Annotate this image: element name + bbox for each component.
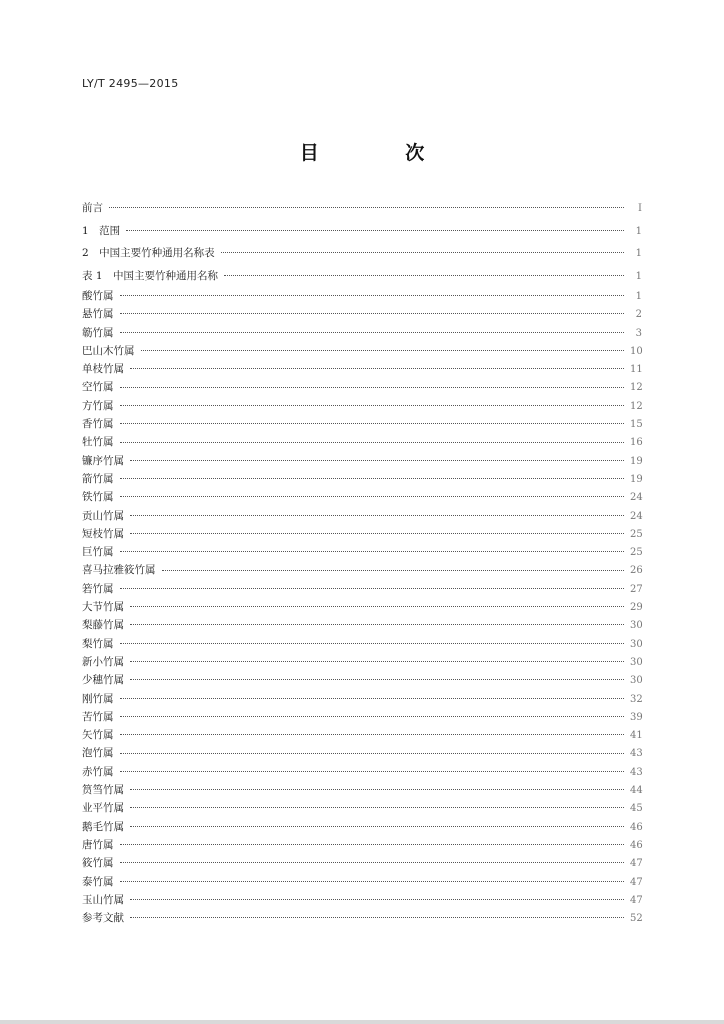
toc-entry[interactable] <box>82 543 642 561</box>
toc-entry[interactable] <box>82 242 642 265</box>
toc-entry-label: 贡山竹属 <box>82 509 124 522</box>
toc-entry-label: 新小竹属 <box>82 655 124 668</box>
toc-entry[interactable] <box>82 653 642 671</box>
toc-entry-label: 刚竹属 <box>82 692 114 705</box>
toc-entry[interactable] <box>82 708 642 726</box>
toc-entry-page-number: 29 <box>630 602 643 614</box>
toc-entry[interactable] <box>82 452 642 470</box>
toc-dot-leader <box>162 569 625 571</box>
toc-entry-label: 2 中国主要竹种通用名称表 <box>82 247 215 259</box>
toc-entry[interactable] <box>82 360 642 378</box>
toc-entry[interactable] <box>82 507 642 525</box>
toc-entry-page-number: 3 <box>635 327 642 339</box>
toc-dot-leader <box>130 806 624 808</box>
toc-dot-leader <box>130 532 624 534</box>
toc-entry-page-number: 46 <box>630 839 643 851</box>
toc-entry[interactable] <box>82 818 642 836</box>
toc-dot-leader <box>130 514 624 516</box>
toc-dot-leader <box>120 312 625 314</box>
toc-entry[interactable] <box>82 561 642 579</box>
toc-entry-label: 香竹属 <box>82 418 114 431</box>
toc-entry-label: 方竹属 <box>82 399 114 412</box>
toc-entry-page-number: 39 <box>630 711 643 723</box>
toc-dot-leader <box>120 715 625 717</box>
toc-entry-label: 筼筜竹属 <box>82 784 124 797</box>
toc-dot-leader <box>130 678 624 680</box>
page-bottom-edge <box>0 1020 724 1024</box>
toc-entry-label: 泡竹属 <box>82 747 114 760</box>
toc-entry[interactable] <box>82 781 642 799</box>
toc-entry-page-number: 12 <box>630 382 643 394</box>
toc-dot-leader <box>120 587 625 589</box>
table-of-contents <box>82 197 642 927</box>
toc-entry-page-number: 45 <box>630 803 643 815</box>
toc-entry[interactable] <box>82 891 642 909</box>
toc-entry-label: 镰序竹属 <box>82 454 124 467</box>
toc-entry-page-number: 19 <box>630 455 643 467</box>
toc-entry-label: 酸竹属 <box>82 290 114 302</box>
toc-entry-label: 大节竹属 <box>82 601 124 614</box>
toc-dot-leader <box>120 642 625 644</box>
toc-entry-label: 巴山木竹属 <box>82 344 135 357</box>
toc-entry-label: 苦竹属 <box>82 710 114 723</box>
toc-entry[interactable] <box>82 265 642 288</box>
toc-entry[interactable] <box>82 378 642 396</box>
page-title: 目 次 <box>299 142 465 164</box>
toc-dot-leader <box>120 550 625 552</box>
toc-dot-leader <box>120 880 625 882</box>
toc-entry-page-number: 2 <box>635 309 642 321</box>
toc-entry-page-number: 30 <box>630 638 643 650</box>
toc-dot-leader <box>130 605 624 607</box>
toc-entry-label: 箬竹属 <box>82 582 114 595</box>
toc-entry[interactable] <box>82 854 642 872</box>
toc-entry-page-number: 24 <box>630 492 643 504</box>
toc-entry[interactable] <box>82 580 642 598</box>
toc-entry-page-number: 1 <box>635 225 642 237</box>
toc-dot-leader <box>120 294 625 296</box>
toc-entry-page-number: 10 <box>630 345 643 357</box>
toc-entry-label: 短枝竹属 <box>82 527 124 540</box>
toc-entry-page-number: 26 <box>630 565 643 577</box>
toc-entry[interactable] <box>82 525 642 543</box>
toc-entry-page-number: 24 <box>630 510 643 522</box>
toc-entry-page-number: 1 <box>635 291 642 302</box>
toc-entry-page-number: 43 <box>630 766 643 778</box>
toc-entry-page-number: 11 <box>630 364 643 376</box>
toc-entry[interactable] <box>82 690 642 708</box>
toc-entry-page-number: 19 <box>630 473 643 485</box>
toc-dot-leader <box>130 660 624 662</box>
toc-entry[interactable] <box>82 635 642 653</box>
toc-dot-leader <box>120 386 625 388</box>
toc-entry[interactable] <box>82 197 642 220</box>
toc-dot-leader <box>126 229 624 231</box>
toc-entry-label: 筱竹属 <box>82 857 114 870</box>
toc-dot-leader <box>120 441 625 443</box>
toc-dot-leader <box>130 788 624 790</box>
toc-entry[interactable] <box>82 305 642 323</box>
toc-entry-label: 铁竹属 <box>82 491 114 504</box>
toc-entry[interactable] <box>82 763 642 781</box>
toc-entry[interactable] <box>82 909 642 927</box>
toc-entry[interactable] <box>82 873 642 891</box>
toc-entry-label: 泰竹属 <box>82 875 114 888</box>
toc-dot-leader <box>221 251 624 253</box>
toc-dot-leader <box>130 367 624 369</box>
toc-entry-page-number: 25 <box>630 547 643 559</box>
toc-entry-page-number: 12 <box>630 400 643 412</box>
toc-entry[interactable] <box>82 470 642 488</box>
toc-dot-leader <box>120 861 625 863</box>
toc-entry-page-number: 25 <box>630 528 643 540</box>
toc-entry-page-number: 30 <box>630 675 643 687</box>
toc-entry-label: 赤竹属 <box>82 765 114 778</box>
toc-entry[interactable] <box>82 799 642 817</box>
toc-dot-leader <box>120 331 625 333</box>
toc-entry[interactable] <box>82 836 642 854</box>
toc-dot-leader <box>130 916 624 918</box>
toc-entry-label: 唐竹属 <box>82 838 114 851</box>
toc-dot-leader <box>120 477 625 479</box>
toc-dot-leader <box>120 770 625 772</box>
toc-entry-page-number: 47 <box>630 894 643 906</box>
toc-entry[interactable] <box>82 415 642 433</box>
toc-dot-leader <box>120 752 625 754</box>
toc-entry-page-number: 46 <box>630 821 643 833</box>
toc-dot-leader <box>120 404 625 406</box>
toc-entry-label: 梨竹属 <box>82 637 114 650</box>
toc-entry[interactable] <box>82 220 642 243</box>
standard-code: LY/T 2495—2015 <box>82 77 179 90</box>
toc-entry-label: 矢竹属 <box>82 729 114 742</box>
toc-entry-label: 少穗竹属 <box>82 674 124 687</box>
toc-entry-page-number: 1 <box>635 248 642 259</box>
toc-entry[interactable] <box>82 324 642 342</box>
toc-dot-leader <box>141 349 625 351</box>
toc-dot-leader <box>130 898 624 900</box>
toc-entry[interactable] <box>82 342 642 360</box>
toc-entry-label: 巨竹属 <box>82 546 114 559</box>
toc-entry-page-number: 30 <box>630 620 643 632</box>
toc-entry-page-number: 52 <box>630 913 643 925</box>
toc-entry-label: 悬竹属 <box>82 308 114 321</box>
toc-entry-label: 业平竹属 <box>82 802 124 815</box>
toc-entry-label: 鹅毛竹属 <box>82 820 124 833</box>
toc-entry[interactable] <box>82 744 642 762</box>
toc-entry-label: 梨藤竹属 <box>82 619 124 632</box>
toc-entry-page-number: 16 <box>630 437 643 449</box>
toc-entry[interactable] <box>82 433 642 451</box>
toc-entry-label: 箭竹属 <box>82 472 114 485</box>
toc-dot-leader <box>120 697 625 699</box>
toc-entry-page-number: 44 <box>630 785 643 797</box>
toc-entry[interactable] <box>82 616 642 634</box>
toc-entry-page-number: 41 <box>630 730 643 742</box>
toc-dot-leader <box>130 459 624 461</box>
toc-entry-label: 表 1 中国主要竹种通用名称 <box>82 269 219 282</box>
toc-entry[interactable] <box>82 287 642 305</box>
toc-dot-leader <box>120 843 625 845</box>
toc-entry-page-number: 32 <box>630 693 643 705</box>
toc-dot-leader <box>120 495 625 497</box>
toc-entry-page-number: 15 <box>630 419 643 431</box>
toc-entry-label: 参考文献 <box>82 912 124 925</box>
toc-dot-leader <box>120 422 625 424</box>
toc-entry-page-number: 30 <box>630 656 643 668</box>
toc-entry-label: 簕竹属 <box>82 326 114 339</box>
toc-dot-leader <box>120 733 625 735</box>
toc-entry-page-number: 43 <box>630 748 643 760</box>
toc-entry-page-number: 27 <box>630 583 643 595</box>
toc-entry-label: 前言 <box>82 202 103 214</box>
toc-dot-leader <box>130 825 624 827</box>
toc-dot-leader <box>109 206 624 208</box>
toc-entry[interactable] <box>82 598 642 616</box>
toc-entry-label: 1 范围 <box>82 224 121 237</box>
toc-entry-label: 空竹属 <box>82 381 114 394</box>
toc-entry[interactable] <box>82 726 642 744</box>
toc-dot-leader <box>224 274 624 276</box>
toc-entry-page-number: Ⅰ <box>638 203 642 214</box>
toc-entry-page-number: 1 <box>635 270 642 282</box>
toc-entry[interactable] <box>82 671 642 689</box>
toc-entry-label: 玉山竹属 <box>82 893 124 906</box>
toc-entry-label: 喜马拉雅筱竹属 <box>82 564 156 577</box>
toc-entry-page-number: 47 <box>630 858 643 870</box>
toc-entry[interactable] <box>82 488 642 506</box>
toc-dot-leader <box>130 623 624 625</box>
toc-entry-label: 牡竹属 <box>82 436 114 449</box>
toc-entry[interactable] <box>82 397 642 415</box>
toc-entry-label: 单枝竹属 <box>82 363 124 376</box>
toc-entry-page-number: 47 <box>630 876 643 888</box>
